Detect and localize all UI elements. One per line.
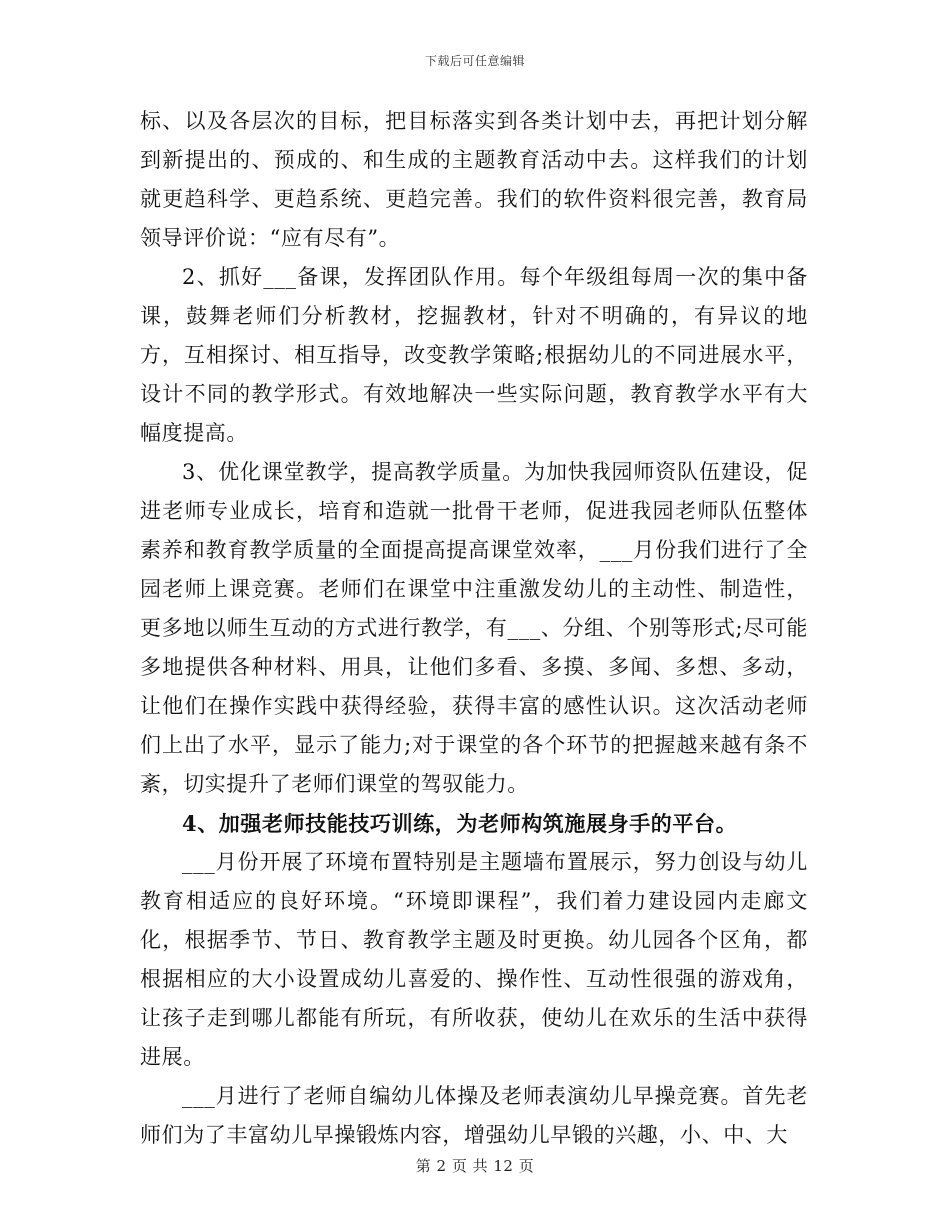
page-footer: 第 2 页 共 12 页: [415, 1157, 535, 1175]
section-heading-4: 4、加强老师技能技巧训练，为老师构筑施展身手的平台。: [182, 811, 738, 836]
body-paragraph-5: ___月份开展了环境布置特别是主题墙布置展示，努力创设与幼儿教育相适应的良好环境。“环境即课程”，我们着力建设园内走廊文化，根据季节、节日、教育教学主题及时更换。幼儿园各个区角，都根据相应的大小设置成幼儿喜爱的、操作性、互动性很强的游戏角，让孩子走到哪儿都能有所玩，有所收获，使幼儿在欢乐的生活中获得进展。: [140, 850, 808, 1069]
body-paragraph-1: 标、以及各层次的目标，把目标落实到各类计划中去，再把计划分解到新提出的、预成的、和生成的主题教育活动中去。这样我们的计划就更趋科学、更趋系统、更趋完善。我们的软件资料很完善，教育局领导评价说：“应有尽有”。: [140, 109, 808, 250]
body-paragraph-6: ___月进行了老师自编幼儿体操及老师表演幼儿早操竞赛。首先老师们为了丰富幼儿早操锻炼内容，增强幼儿早锻的兴趣，小、中、大: [140, 1084, 808, 1147]
page-header: 下载后可任意编辑: [424, 54, 525, 68]
body-paragraph-2: 2、抓好___备课，发挥团队作用。每个年级组每周一次的集中备课，鼓舞老师们分析教材，挖掘教材，针对不明确的，有异议的地方，互相探讨、相互指导，改变教学策略;根据幼儿的不同进展水平，设计不同的教学形式。有效地解决一些实际问题，教育教学水平有大幅度提高。: [140, 265, 808, 445]
body-paragraph-3: 3、优化课堂教学，提高教学质量。为加快我园师资队伍建设，促进老师专业成长，培育和造就一批骨干老师，促进我园老师队伍整体素养和教育教学质量的全面提高提高课堂效率，___月份我们进行了全园老师上课竞赛。老师们在课堂中注重激发幼儿的主动性、制造性，更多地以师生互动的方式进行教学，有___、分组、个别等形式;尽可能多地提供各种材料、用具，让他们多看、多摸、多闻、多想、多动，让他们在操作实践中获得经验，获得丰富的感性认识。这次活动老师们上出了水平，显示了能力;对于课堂的各个环节的把握越来越有条不紊，切实提升了老师们课堂的驾驭能力。: [140, 460, 808, 796]
document-body: [140, 102, 808, 1155]
